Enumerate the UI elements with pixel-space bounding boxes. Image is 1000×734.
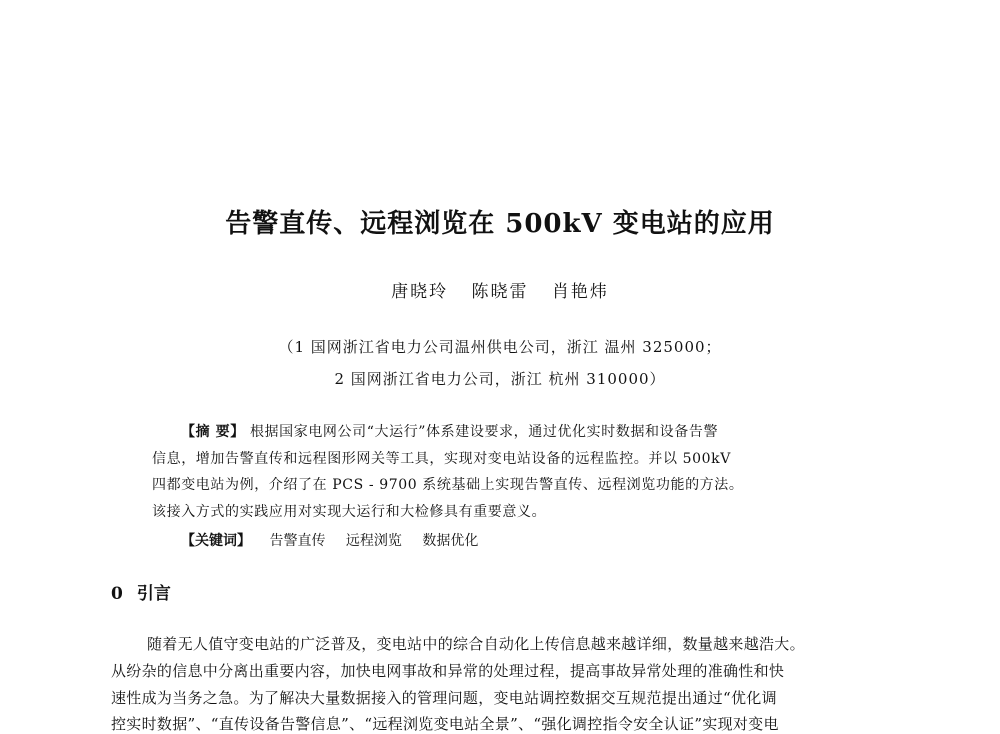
author: 唐晓玲 bbox=[391, 282, 449, 302]
body-line: 速性成为当务之急。为了解决大量数据接入的管理问题，变电站调控数据交互规范提出通过“优化调 bbox=[111, 689, 777, 707]
author: 陈晓雷 bbox=[471, 282, 529, 302]
body-line: 从纷杂的信息中分离出重要内容，加快电网事故和异常的处理过程，提高事故异常处理的准确性和快 bbox=[111, 662, 785, 680]
paper-title: 告警直传、远程浏览在 500kV 变电站的应用 bbox=[225, 209, 775, 239]
affiliation: 2 国网浙江省电力公司，浙江 杭州 310000） bbox=[334, 370, 666, 388]
keyword: 告警直传 bbox=[269, 533, 326, 549]
body-line: 控实时数据”、“直传设备告警信息”、“远程浏览变电站全景”、“强化调控指令安全认证”实现对变电 bbox=[111, 715, 779, 733]
section-number: 0 bbox=[111, 584, 123, 604]
author-list bbox=[0, 277, 1000, 302]
abstract-line: 四都变电站为例，介绍了在 PCS - 9700 系统基础上实现告警直传、远程浏览功能的方法。 bbox=[152, 477, 744, 493]
affiliation: （1 国网浙江省电力公司温州供电公司，浙江 温州 325000； bbox=[278, 338, 722, 356]
keyword: 远程浏览 bbox=[345, 533, 402, 549]
keywords-label: 【关键词】 bbox=[181, 533, 251, 549]
abstract-label: 【摘 要】 bbox=[181, 424, 245, 440]
author: 肖艳炜 bbox=[551, 282, 609, 302]
abstract-line: 信息，增加告警直传和远程图形网关等工具，实现对变电站设备的远程监控。并以 500kV bbox=[152, 451, 731, 467]
section-heading bbox=[111, 579, 185, 604]
body-line: 随着无人值守变电站的广泛普及，变电站中的综合自动化上传信息越来越详细，数量越来越浩大。 bbox=[147, 635, 805, 653]
abstract-line bbox=[181, 421, 718, 441]
keywords bbox=[181, 530, 494, 550]
keyword: 数据优化 bbox=[422, 533, 479, 549]
abstract-line: 该接入方式的实践应用对实现大运行和大检修具有重要意义。 bbox=[152, 504, 547, 520]
abstract-text: 根据国家电网公司“大运行”体系建设要求，通过优化实时数据和设备告警 bbox=[249, 424, 719, 440]
section-title: 引言 bbox=[136, 584, 171, 604]
